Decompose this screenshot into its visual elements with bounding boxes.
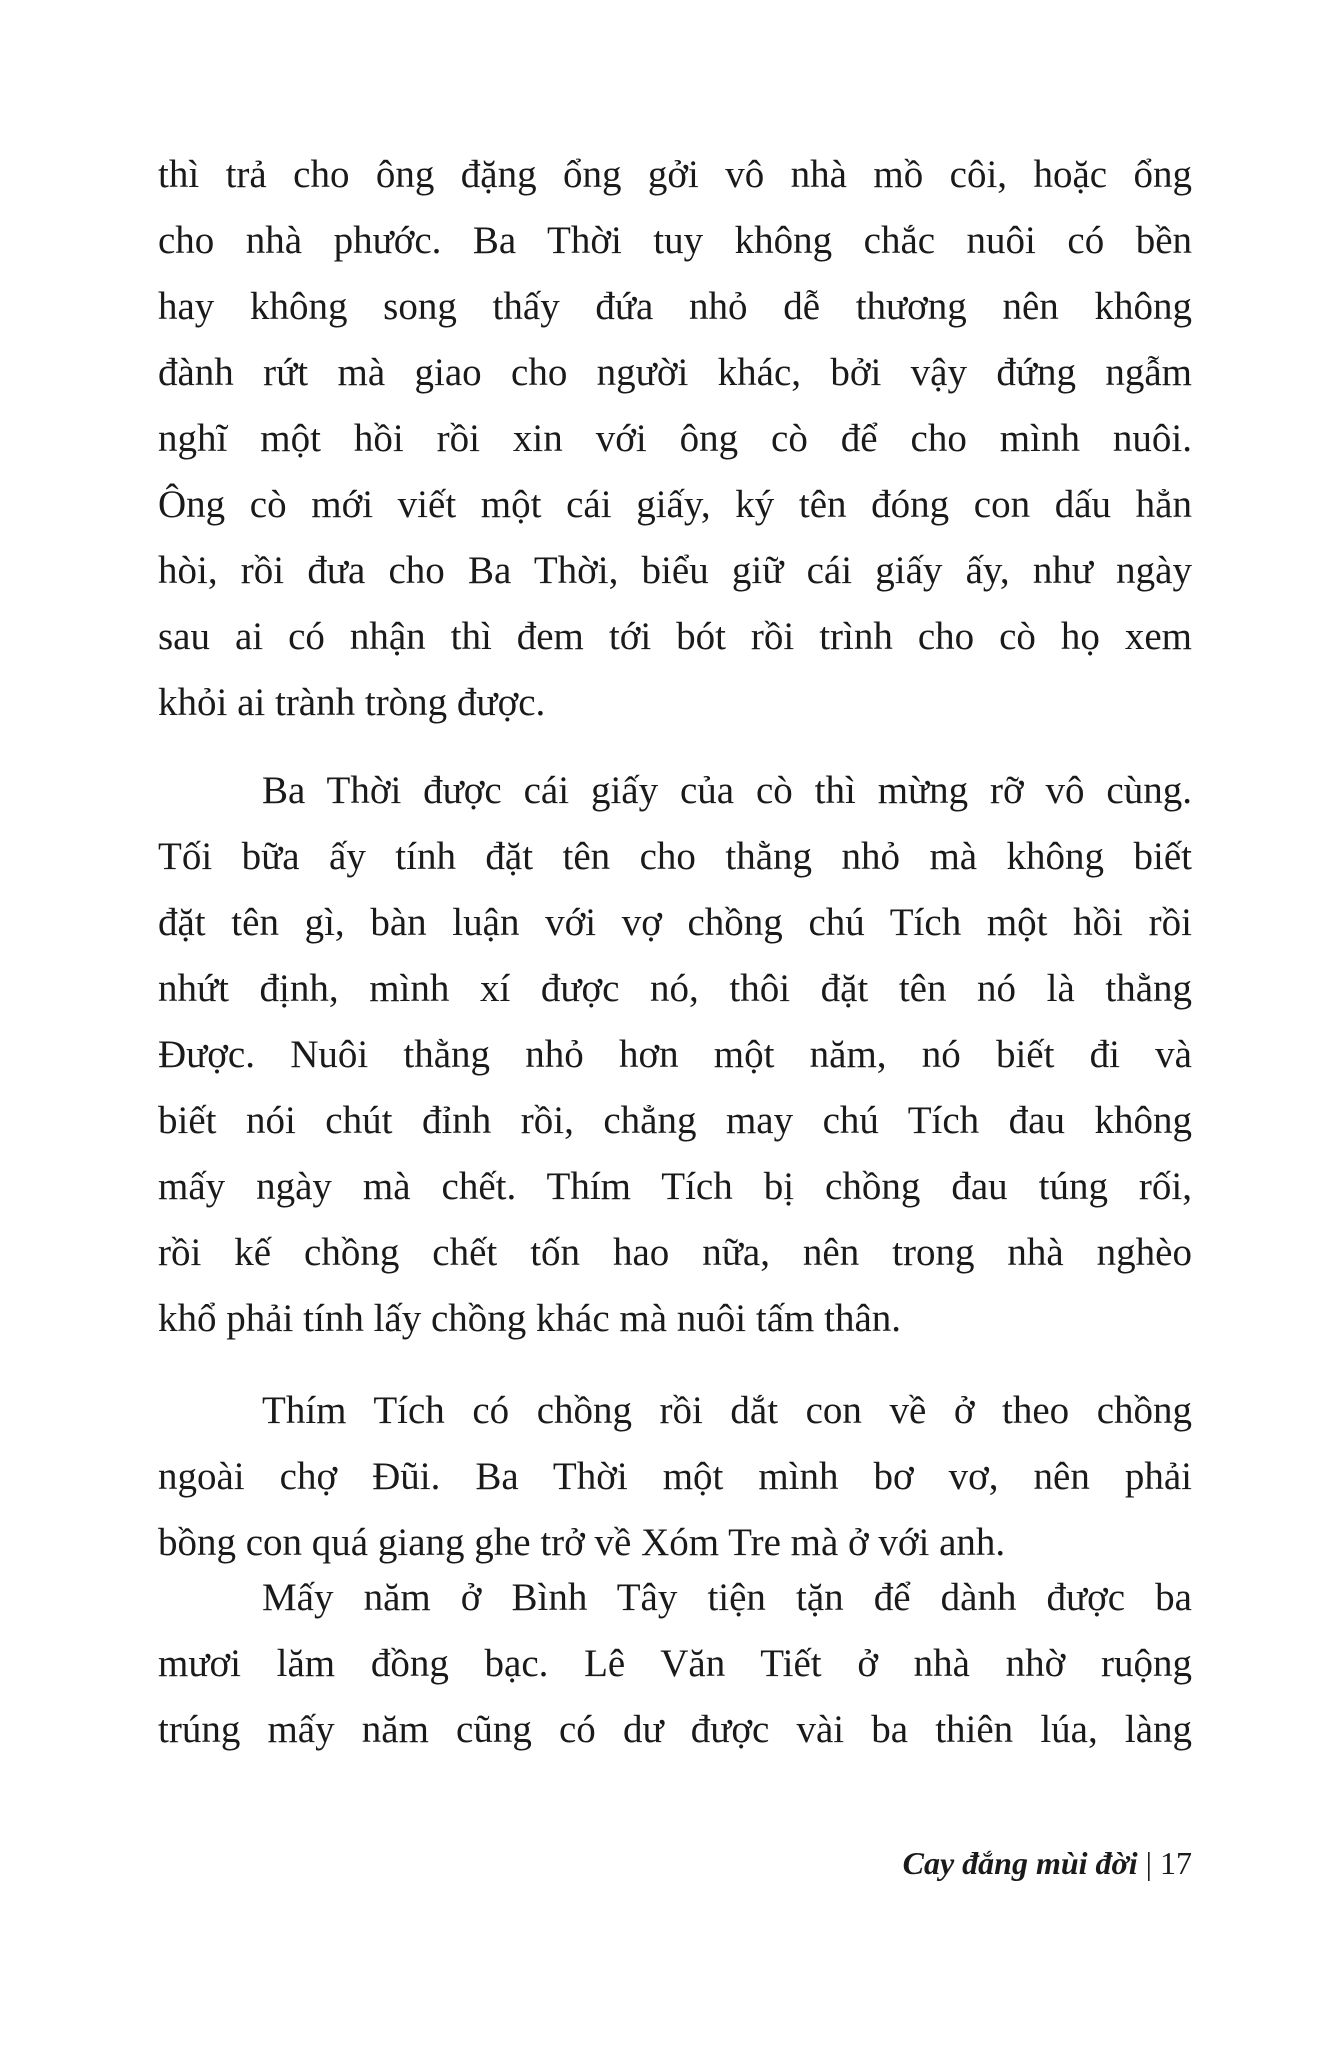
text-line: nhứt định, mình xí được nó, thôi đặt tên nó là thằng — [158, 967, 1192, 1010]
running-footer — [903, 1845, 1192, 1882]
text-line: rồi kế chồng chết tốn hao nữa, nên trong nhà nghèo — [158, 1231, 1192, 1274]
text-line: ngoài chợ Đũi. Ba Thời một mình bơ vơ, nên phải — [158, 1455, 1192, 1498]
text-line: cho nhà phước. Ba Thời tuy không chắc nuôi có bền — [158, 219, 1192, 262]
book-title: Cay đắng mùi đời — [902, 1845, 1138, 1881]
text-line: Mấy năm ở Bình Tây tiện tặn để dành được ba — [262, 1576, 1192, 1619]
text-line: Được. Nuôi thằng nhỏ hơn một năm, nó biết đi và — [158, 1033, 1192, 1076]
text-line: sau ai có nhận thì đem tới bót rồi trình cho cò họ xem — [158, 615, 1192, 658]
paragraph-4 — [158, 1565, 1192, 1763]
text-line: Ba Thời được cái giấy của cò thì mừng rỡ vô cùng. — [262, 769, 1192, 812]
text-line: mươi lăm đồng bạc. Lê Văn Tiết ở nhà nhờ ruộng — [158, 1642, 1192, 1685]
text-line: mấy ngày mà chết. Thím Tích bị chồng đau túng rối, — [158, 1165, 1192, 1208]
text-line: đặt tên gì, bàn luận với vợ chồng chú Tích một hồi rồi — [158, 901, 1192, 944]
text-line: thì trả cho ông đặng ổng gởi vô nhà mồ côi, hoặc ổng — [158, 153, 1192, 196]
paragraph-1 — [158, 142, 1192, 736]
text-line: Ông cò mới viết một cái giấy, ký tên đóng con dấu hẳn — [158, 483, 1192, 526]
footer-separator: | — [1145, 1845, 1152, 1881]
text-line: trúng mấy năm cũng có dư được vài ba thiên lúa, làng — [158, 1708, 1192, 1751]
text-line: nghĩ một hồi rồi xin với ông cò để cho mình nuôi. — [158, 417, 1192, 460]
text-line: khổ phải tính lấy chồng khác mà nuôi tấm thân. — [158, 1297, 901, 1340]
text-line: Thím Tích có chồng rồi dắt con về ở theo chồng — [262, 1389, 1192, 1432]
text-line: hay không song thấy đứa nhỏ dễ thương nên không — [158, 285, 1192, 328]
paragraph-3 — [158, 1378, 1192, 1576]
text-line: đành rứt mà giao cho người khác, bởi vậy đứng ngẫm — [158, 351, 1192, 394]
text-line: Tối bữa ấy tính đặt tên cho thằng nhỏ mà không biết — [158, 835, 1192, 878]
page-number: 17 — [1160, 1845, 1192, 1881]
text-line: hòi, rồi đưa cho Ba Thời, biểu giữ cái giấy ấy, như ngày — [158, 549, 1192, 592]
paragraph-2 — [158, 758, 1192, 1352]
text-line: khỏi ai trành tròng được. — [158, 681, 546, 724]
text-line: biết nói chút đỉnh rồi, chẳng may chú Tích đau không — [158, 1099, 1192, 1142]
text-line: bồng con quá giang ghe trở về Xóm Tre mà ở với anh. — [158, 1521, 1006, 1564]
